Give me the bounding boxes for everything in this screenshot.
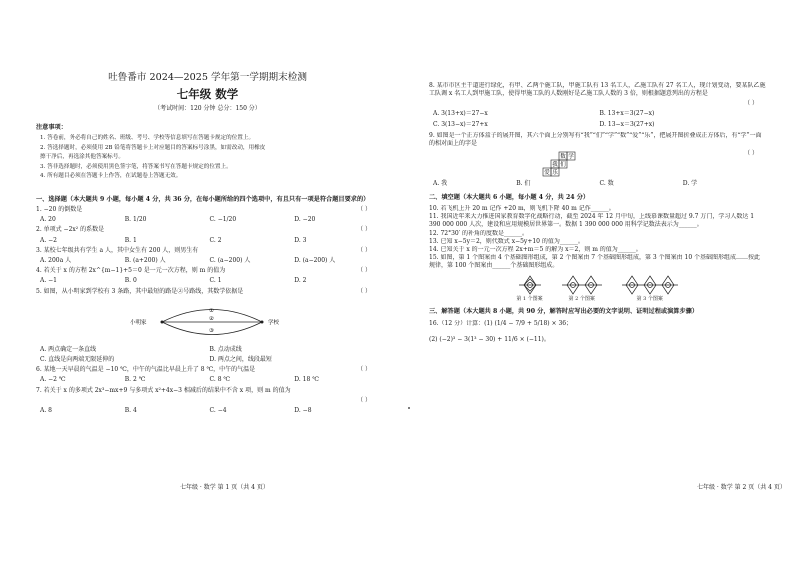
notice-item: 擦干净后，再选涂其他答案标号。 (40, 154, 124, 160)
options-q7: A. 8 B. 4 C. −4 D. −8 (40, 406, 312, 414)
question-6: 6. 某地一天早晨的气温是 −10 ℃，中午的气温比早晨上升了 8 ℃，中午的气温是 （ ） (36, 366, 371, 374)
route-diagram (128, 299, 288, 343)
options-q4: A. −1 B. 0 C. 1 D. 2 (40, 277, 307, 285)
question-8-paren: （ ） (744, 100, 758, 108)
options-q3: A. 200a 人 B. (a+200) 人 C. (a−200) 人 D. (a−200) 人 (40, 257, 336, 265)
section-heading-solve: 三、解答题（本大题共 8 小题，共 90 分，解答时应写出必要的文字说明、证明过程或演算步骤） (429, 307, 699, 315)
route-label-1: ① (208, 307, 214, 314)
pattern-3 (621, 275, 679, 302)
exam-grade: 七年级 数学 (176, 87, 239, 101)
pattern-3-figure (621, 275, 679, 295)
pattern-2-label: 第 2 个图案 (568, 295, 595, 302)
scan-speck (408, 407, 410, 409)
options-q2: A. −2 B. 1 C. 2 D. 3 (40, 236, 307, 244)
exam-title: 吐鲁番市 2024—2025 学年第一学期期末检测 (108, 72, 307, 83)
question-12: 12. 72°30′ 的补角的度数是______。 (429, 229, 528, 237)
options-q8-row1: A. 3(13+x)＝27−x B. 13+x＝3(27−x) (433, 110, 655, 118)
notice-item: 1. 答卷前，务必将自己的姓名、班级、考号、学校等信息填写在答题卡规定的位置上。 (40, 135, 255, 141)
question-9-figure-row (429, 148, 766, 178)
question-9: 9. 如图是一个正方体盒子的展开图，其六个面上分别写有“我”“们”“学”“数”“爱”“乐”，把展开图折叠成正方体后，有“学”一面的相对面上的字是 (429, 131, 762, 148)
question-4: 4. 若关于 x 的方程 2x^{m−1}+5＝0 是一元一次方程，则 m 的值为 （ ） (36, 267, 371, 275)
options-q5-row2: C. 直线是向两端无限延伸的 D. 两点之间，线段最短 (40, 356, 272, 364)
options-q5-row1: A. 两点确定一条直线 B. 点动成线 (40, 345, 242, 353)
page-footer-left: 七年级 · 数学 第 1 页（共 4 页） (180, 484, 269, 491)
question-2: 2. 单项式 −2x² 的系数是 （ ） (36, 226, 371, 234)
cube-face: 爱 (544, 170, 550, 177)
cube-face: 学 (568, 154, 574, 161)
notice-item: 4. 所有题目必须在答题卡上作答，在试题卷上答题无效。 (40, 173, 182, 179)
section-heading-fill: 二、填空题（本大题共 6 小题，每小题 4 分，共 24 分） (429, 194, 590, 202)
pattern-figures (429, 275, 766, 302)
notice-heading: 注意事项： (36, 124, 67, 131)
exam-time-score: （考试时间：120 分钟 总分：150 分） (154, 105, 261, 112)
options-q8-row2: C. 3(13−x)＝27+x D. 13−x＝3(27+x) (433, 120, 655, 128)
cube-face: 数 (560, 154, 566, 161)
route-label-2: ② (208, 315, 214, 322)
question-7: 7. 若关于 x 的多项式 2x³−mx+9 与多项式 x²+4x−3 相减后的结果中不含 x 项，则 m 的值为 (36, 386, 291, 394)
question-5: 5. 如图，从小明家到学校有 3 条路，其中最短的路是②号路线，其数学依据是 （ ） (36, 287, 371, 295)
question-7-paren: （ ） (357, 396, 371, 404)
question-13: 13. 已知 x−5y＝2，则代数式 x−5y+10 的值为______。 (429, 237, 584, 245)
page-right (397, 0, 794, 561)
question-16-part1: 16.（12 分）计算：(1) (1/4 − 7/9 + 5/18) × 36； (429, 320, 573, 328)
question-1: 1. −20 的倒数是 （ ） (36, 206, 371, 213)
pattern-1 (516, 275, 542, 302)
notice-item: 3. 答非选择题时，必须使用黑色签字笔，将答案书写在答题卡规定的位置上。 (40, 163, 232, 170)
section-heading-choice: 一、选择题（本大题共 9 小题，每小题 4 分，共 36 分，在每小题所给的四个选项中，有且只有一项是符合题目要求的） (36, 195, 370, 203)
pattern-2-figure (561, 275, 603, 295)
pattern-3-label: 第 3 个图案 (636, 295, 663, 302)
question-3: 3. 某校七年级共有学生 a 人，其中女生有 200 人，则男生有 （ ） (36, 246, 371, 254)
pattern-2 (561, 275, 603, 302)
notice-item: 2. 答选择题时，必须使用 2B 铅笔将答题卡上对应题目的答案标号涂黑，如需改动，用橡皮 (40, 144, 266, 151)
question-15: 15. 如图，第 1 个图案由 4 个基础图形组成，第 2 个图案由 7 个基础图形组成，第 3 个图案由 10 个基础图形组成……按此规律，第 100 个图案由______个基础图形组成。 (429, 254, 761, 270)
route-label-school: 学校 (267, 319, 279, 326)
pattern-1-label: 第 1 个图案 (516, 295, 543, 302)
question-8: 8. 某市市区主干道进行绿化，有甲、乙两个施工队，甲施工队有 13 名工人，乙施工队有 27 名工人，现计划变动，要某队乙施工队调 x 名工人到甲施工队，使得甲施工队的人数刚好是乙施工队人数的 3 倍，则根据题意列出的方程是 (429, 82, 766, 98)
cube-face: 我 (552, 162, 558, 169)
options-q1: A. 20 B. 1/20 C. −1/20 D. −20 (40, 216, 316, 224)
cube-face: 乐 (552, 170, 558, 177)
question-11: 11. 我国近年来大力推进国家教育数字化战略行动，截至 2024 年 12 月中旬，上线慕课数量超过 9.7 万门，学习人数达 1 390 000 000 人次，建设和应用规模居世界第一。数据 1 390 000 000 用科学记数法表示为______。 (429, 213, 755, 229)
options-q6: A. −2 ℃ B. 2 ℃ C. 8 ℃ D. 18 ℃ (40, 376, 319, 384)
question-16-part2: (2) (−2)³ − 3(1³ − 30) + 11/6 × (−11)。 (429, 336, 550, 344)
route-label-3: ③ (208, 327, 214, 334)
question-14: 14. 已知关于 x 的一元一次方程 2x+m＝5 的解为 x＝2，则 m 的值为______。 (429, 245, 642, 253)
cube-net (539, 151, 599, 179)
pattern-1-figure (517, 275, 543, 295)
options-q9: A. 我 B. 们 C. 数 D. 学 (433, 180, 698, 188)
page-footer-right: 七年级 · 数学 第 2 页（共 4 页） (697, 484, 786, 491)
route-label-home: 小明家 (129, 319, 147, 326)
question-9-paren: （ ） (744, 150, 758, 158)
cube-face: 们 (560, 162, 566, 169)
question-10: 10. 若飞机上升 20 m 记作 +20 m，则飞机下降 40 m 记作______。 (429, 204, 615, 212)
